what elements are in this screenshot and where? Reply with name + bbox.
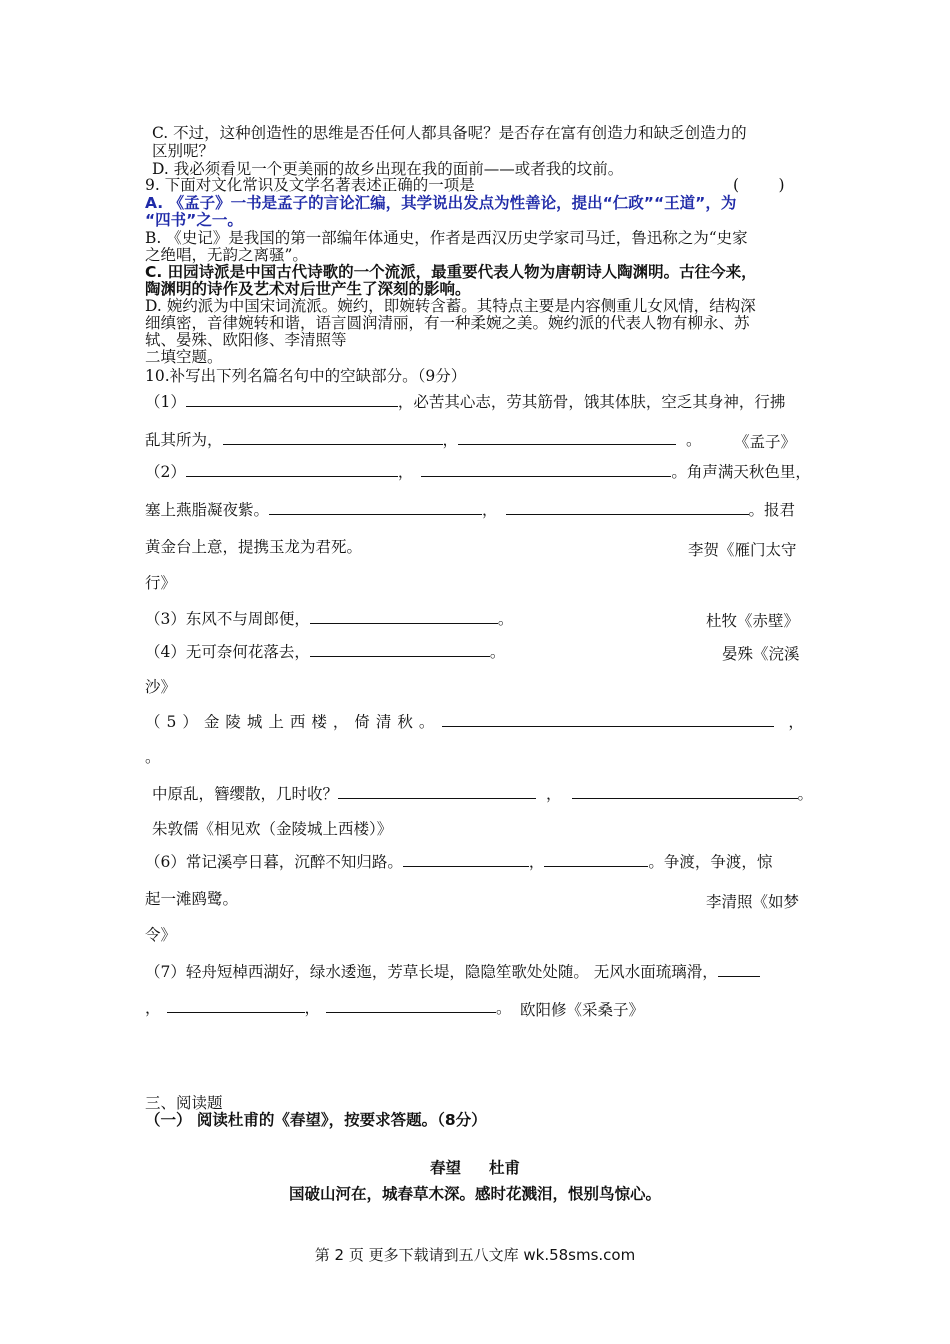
section3-title: 三、阅读题 xyxy=(145,1094,223,1112)
q9-option-c-line2: 陶渊明的诗作及艺术对后世产生了深刻的影响。 xyxy=(145,280,471,298)
item3-text: 。 xyxy=(497,610,514,628)
item1-line2 xyxy=(145,430,702,449)
item2-text: 。报君 xyxy=(748,501,796,519)
item7-text: ， xyxy=(304,999,321,1017)
blank[interactable] xyxy=(403,852,529,867)
item2-text: ， xyxy=(482,501,498,519)
item7-line1 xyxy=(145,962,760,981)
item7-text: （7）轻舟短棹西湖好，绿水逶迤，芳草长堤，隐隐笙歌处处随。 无风水面琉璃滑， xyxy=(145,963,718,981)
item1-source: 《孟子》 xyxy=(734,433,797,451)
item5-line1 xyxy=(145,712,810,731)
q8-option-c-line1: C. 不过，这种创造性的思维是否任何人都具备呢？是否存在富有创造力和缺乏创造力的 xyxy=(152,124,747,142)
blank[interactable] xyxy=(338,784,536,799)
item2-number: （2） xyxy=(145,463,186,481)
item3-text: （3）东风不与周郎便， xyxy=(145,610,310,628)
q8-option-d: D. 我必须看见一个更美丽的故乡出现在我的面前——或者我的坟前。 xyxy=(152,160,624,178)
blank[interactable] xyxy=(458,430,676,445)
q9-option-c-line1: C. 田园诗派是中国古代诗歌的一个流派，最重要代表人物为唐朝诗人陶渊明。古往今来， xyxy=(145,263,757,281)
q9-stem: 9. 下面对文化常识及文学名著表述正确的一项是 xyxy=(145,176,475,194)
item5-text: 。 xyxy=(797,785,814,803)
blank[interactable] xyxy=(186,462,398,477)
item4-source: 晏殊《浣溪 xyxy=(722,645,800,663)
item4-line xyxy=(145,642,505,661)
poem-heading xyxy=(0,1156,950,1178)
item7-text: ， xyxy=(145,999,161,1017)
item7-source: 欧阳修《采桑子》 xyxy=(520,1001,645,1019)
item1-number: （1） xyxy=(145,393,186,411)
item2-text: ， xyxy=(397,463,414,481)
item1-text: 乱其所为， xyxy=(145,431,223,449)
item6-line1 xyxy=(145,852,772,871)
poem-author: 杜甫 xyxy=(489,1159,521,1177)
item7-line2 xyxy=(145,998,512,1017)
blank[interactable] xyxy=(421,462,671,477)
item2-line1 xyxy=(145,462,811,481)
item4-text: 。 xyxy=(489,643,506,661)
page-footer: 第 2 页 更多下载请到五八文库 wk.58sms.com xyxy=(314,1246,636,1264)
q10-stem: 10.补写出下列名篇名句中的空缺部分。（9分） xyxy=(145,367,467,385)
blank[interactable] xyxy=(572,784,798,799)
item2-text: 塞上燕脂凝夜紫。 xyxy=(145,501,270,519)
item2-line3: 黄金台上意，提携玉龙为君死。 xyxy=(145,538,363,556)
item2-text: 。角声满天秋色里， xyxy=(671,463,811,481)
item5-line2: 。 xyxy=(145,748,161,766)
item1-line1 xyxy=(145,392,785,411)
blank[interactable] xyxy=(506,500,749,515)
q8-option-c-line2: 区别呢？ xyxy=(152,142,215,160)
poem-line1: 国破山河在，城春草木深。感时花溅泪，恨别鸟惊心。 xyxy=(288,1185,661,1203)
item6-text: 。争渡，争渡，惊 xyxy=(648,853,773,871)
blank[interactable] xyxy=(310,609,498,624)
item4-source-cont: 沙》 xyxy=(145,678,177,696)
blank[interactable] xyxy=(718,962,760,977)
item6-source-cont: 令》 xyxy=(145,926,177,944)
item5-text: ， xyxy=(788,713,810,731)
item3-source: 杜牧《赤壁》 xyxy=(706,612,800,630)
section3-subtitle: （一） 阅读杜甫的《春望》，按要求答题。（8分） xyxy=(145,1111,487,1129)
item4-text: （4）无可奈何花落去， xyxy=(145,643,310,661)
blank[interactable] xyxy=(544,852,648,867)
q9-option-a-line2: “四书”之一。 xyxy=(145,211,243,229)
item2-source: 李贺《雁门太守 xyxy=(688,541,797,559)
q9-option-a-line1: A. 《孟子》一书是孟子的言论汇编，其学说出发点为性善论，提出“仁政”“王道”，为 xyxy=(145,194,737,212)
item2-line2 xyxy=(145,500,795,519)
q9-option-d-line2: 细缜密，音律婉转和谐，语言圆润清丽，有一种柔婉之美。婉约派的代表人物有柳永、苏 xyxy=(145,314,750,332)
q9-option-d-line3: 轼、晏殊、欧阳修、李清照等 xyxy=(145,331,347,349)
q9-option-d-line1: D. 婉约派为中国宋词流派。婉约，即婉转含蓄。其特点主要是内容侧重儿女风情，结构深 xyxy=(145,297,756,315)
item6-source: 李清照《如梦 xyxy=(706,893,800,911)
blank[interactable] xyxy=(223,430,443,445)
blank[interactable] xyxy=(310,642,490,657)
q9-answer-paren: ( ) xyxy=(733,176,785,194)
item5-text: （5）金陵城上西楼，倚清秋。 xyxy=(145,713,441,731)
blank[interactable] xyxy=(442,712,774,727)
item7-text: 。 xyxy=(496,999,512,1017)
item1-text: 。 xyxy=(686,431,702,449)
item1-text: ， xyxy=(442,431,459,449)
section2-title: 二填空题。 xyxy=(145,348,223,366)
blank[interactable] xyxy=(326,998,496,1013)
item1-text: ，必苦其心志，劳其筋骨，饿其体肤，空乏其身神，行拂 xyxy=(397,393,786,411)
item6-line2: 起一滩鸥鹭。 xyxy=(145,890,239,908)
poem-title: 春望 xyxy=(429,1159,461,1177)
q9-option-b-line2: 之绝唱，无韵之离骚”。 xyxy=(145,246,308,264)
item2-source-cont: 行》 xyxy=(145,574,177,592)
q9-option-b-line1: B. 《史记》是我国的第一部编年体通史，作者是西汉历史学家司马迁，鲁迅称之为“史家 xyxy=(145,229,748,247)
item6-text: ， xyxy=(528,853,545,871)
item6-text: （6）常记溪亭日暮，沉醉不知归路。 xyxy=(145,853,403,871)
item5-text: 中原乱，簪缨散，几时收？ xyxy=(152,785,339,803)
blank[interactable] xyxy=(167,998,305,1013)
blank[interactable] xyxy=(269,500,482,515)
blank[interactable] xyxy=(186,392,398,407)
item5-source: 朱敦儒《相见欢（金陵城上西楼）》 xyxy=(152,820,393,838)
item5-text: ， xyxy=(546,785,562,803)
item5-line3 xyxy=(152,784,813,803)
item3-line xyxy=(145,609,513,628)
